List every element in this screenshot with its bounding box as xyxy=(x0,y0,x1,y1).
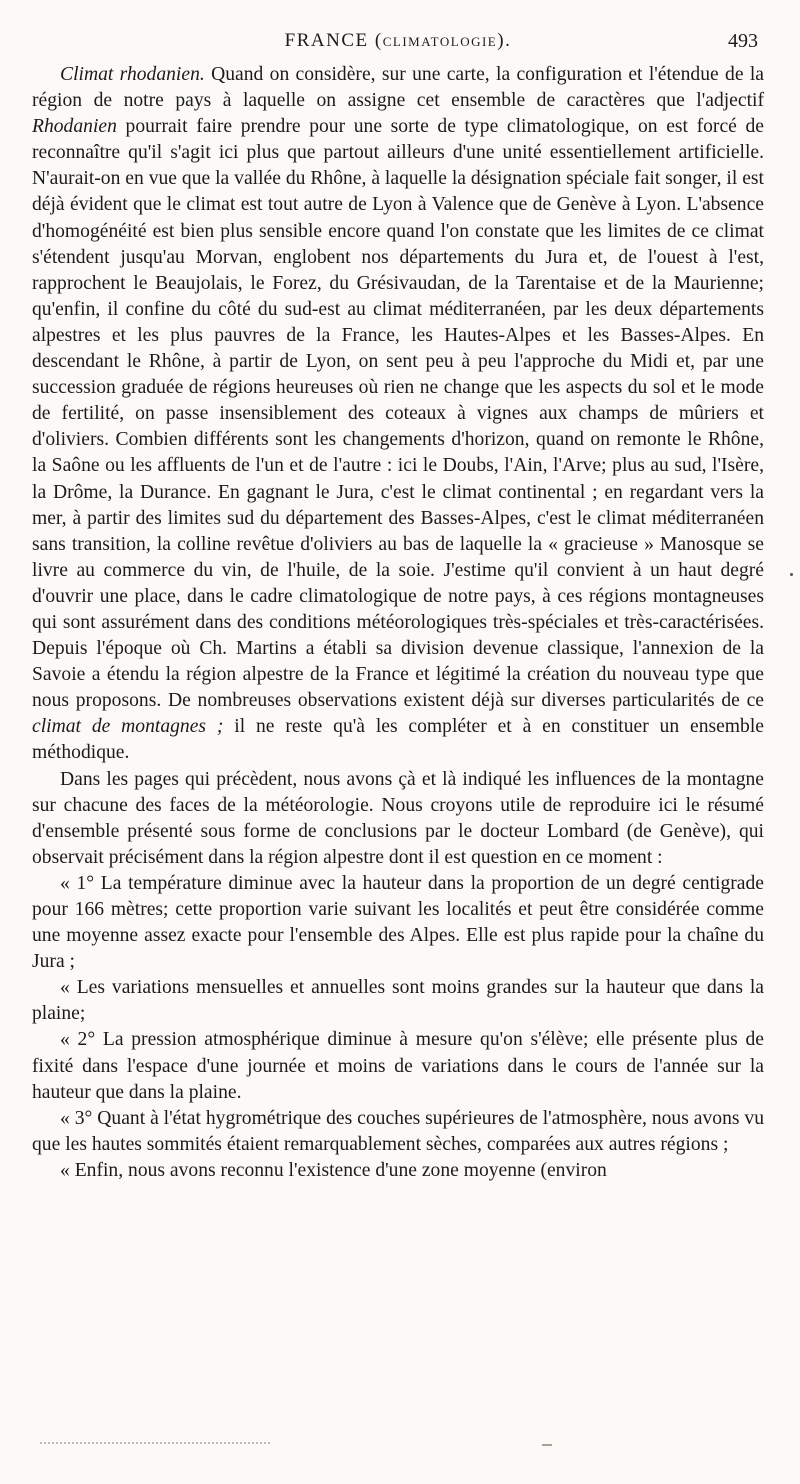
quote-pression: « 2° La pression atmosphérique diminue à mesure qu'on s'élève; elle présente plus de fixité dans l'espace d'une journée et moins de variations dans le cours de l'année sur la hauteur que dans la plaine. xyxy=(32,1029,764,1103)
italic-term: climat de montagnes ; xyxy=(32,716,224,738)
running-title-end: ). xyxy=(497,30,512,51)
page xyxy=(32,30,764,1184)
italic-term: Rhodanien xyxy=(32,116,117,138)
footer-dash xyxy=(542,1444,552,1446)
section-heading-italic: Climat rhodanien. xyxy=(60,64,205,85)
paragraph-text: pourrait faire prendre pour une sorte de type climatologique, on est forcé de reconnaître qu'il s'agit ici plus que partout ailleurs d'une unité essentiellement artificielle. N'aurait-on en vue que la vallée du Rhône, à laquelle la désignation spéciale fait songer, il est déjà évident que le climat est tout autre de Lyon à Valence que de Genève à Lyon. L'absence d'homogénéité est bien plus sensible encore quand l'on constate que les limites de ce climat s'étendent jusqu'au Morvan, englobent nos départements du Jura et, de l'ouest à l'est, rapprochent le Beaujolais, le Forez, du Grésivaudan, de la Tarentaise et de la Maurienne; qu'enfin, il confine du côté du sud-est au climat méditerranéen, par les deux départements alpestres et les plus pauvres de la France, les Hautes-Alpes et les Basses-Alpes. En descendant le Rhône, à partir de Lyon, on sent peu à peu l'approche du Midi et, par une succession graduée de régions heureuses où rien ne change que les aspects du sol et le mode de fertilité, on passe insensiblement des coteaux à vignes aux champs de mûriers et d'oliviers. Combien différents sont les changements d'horizon, quand on remonte le Rhône, la Saône ou les affluents de l'un et de l'autre : ici le Doubs, l'Ain, l'Arve; plus au sud, l'Isère, la Drôme, la Durance. En gagnant le Jura, c'est le climat continental ; en regardant vers la mer, à partir des limites sud du département des Basses-Alpes, c'est le climat méditerranéen sans transition, la colline revêtue d'oliviers au bas de laquelle la « gracieuse » Manosque se livre au commerce du vin, de l'huile, de la soie. J'estime qu'il convient à un haut degré d'ouvrir une place, dans le cadre climatologique de notre pays, à ces régions montagneuses qui sont assurément dans des conditions météorologiques très-spéciales et très-caractérisées. Depuis l'époque où Ch. Martins a établi sa division devenue classique, l'annexion de la Savoie a étendu la région alpestre de la France et légitimé la création du nouveau type que nous proposons. De nombreuses observations existent déjà sur diverses particularités de ce xyxy=(32,116,764,712)
paragraph-text: Quand on considère, sur une carte, la configuration et l'étendue de la région de notre pays à laquelle on assigne cet ensemble de caractères que l'adjectif xyxy=(32,64,764,112)
quote-temperature: « 1° La température diminue avec la hauteur dans la proportion de un degré centigrade pour 166 mètres; cette proportion varie suivant les localités et peut être considérée comme une moyenne assez exacte pour l'ensemble des Alpes. Elle est plus rapide pour la chaîne du Jura ; xyxy=(32,872,764,973)
margin-speck xyxy=(790,573,793,576)
quote-variations: « Les variations mensuelles et annuelles sont moins grandes sur la hauteur que dans la plaine; xyxy=(32,977,764,1025)
paragraph-climat-rhodanien xyxy=(32,62,764,767)
body-text xyxy=(32,62,764,1184)
running-title xyxy=(32,30,764,52)
quote-hygrometrie: « 3° Quant à l'état hygrométrique des couches supérieures de l'atmosphère, nous avons vu que les hautes sommités étaient remarquablement sèches, comparées aux autres régions ; xyxy=(32,1107,764,1155)
quote-zone-moyenne: « Enfin, nous avons reconnu l'existence d'une zone moyenne (environ xyxy=(60,1159,607,1181)
running-head xyxy=(32,30,764,60)
paragraph-text: il ne reste qu'à les compléter et à en constituer un ensemble méthodique. xyxy=(32,716,764,764)
paragraph-influences: Dans les pages qui précèdent, nous avons çà et là indiqué les influences de la montagne sur chacune des faces de la météorologie. Nous croyons utile de reproduire ici le résumé d'ensemble présenté sous forme de conclusions par le docteur Lombard (de Genève), qui observait précisément dans la région alpestre dont il est question en ce moment : xyxy=(32,768,764,868)
running-title-main: FRANCE ( xyxy=(284,30,383,51)
running-title-small-caps: CLIMATOLOGIE xyxy=(382,34,498,49)
footer-bleed-marks xyxy=(40,1442,270,1448)
page-number: 493 xyxy=(728,30,758,52)
